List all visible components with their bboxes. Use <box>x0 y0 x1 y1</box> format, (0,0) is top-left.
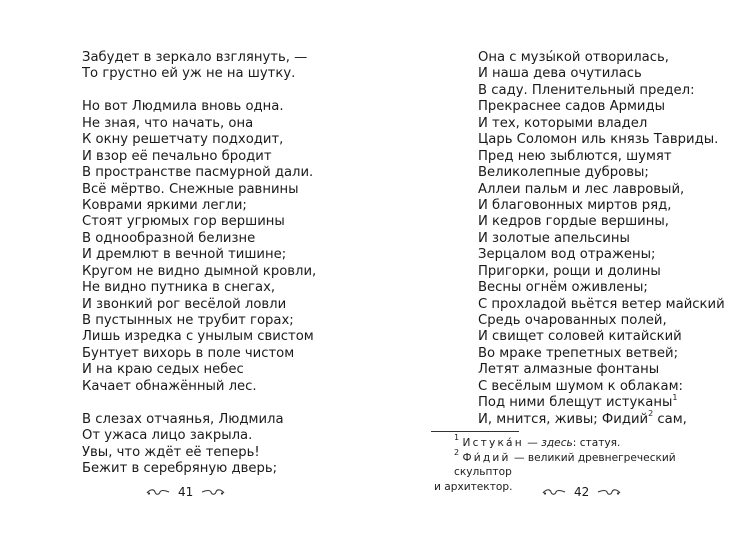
verse-line: Не зная, что начать, она <box>82 115 254 131</box>
verse-line: В однообразной белизне <box>82 230 256 246</box>
footnote-divider <box>431 431 519 432</box>
verse-text: Под ними блещут истуканы <box>478 395 673 411</box>
footnote-ref-2[interactable]: 2 <box>648 409 654 419</box>
verse-line: И дремлют в вечной тишине; <box>82 247 287 263</box>
verse-line: С прохладой вьётся ветер майский <box>478 296 725 312</box>
scroll-flourish-icon <box>542 488 566 496</box>
right-page <box>375 0 750 550</box>
verse-line: Средь очарованных полей, <box>478 313 667 328</box>
verse-line: Качает обнажённый лес. <box>82 378 257 394</box>
page-number: 41 <box>178 485 194 499</box>
verse-text: И, мнится, живы; Фидий <box>478 411 649 427</box>
verse-line: Аллеи пальм и лес лавровый, <box>478 181 685 197</box>
verse-line-footnoted <box>478 392 725 411</box>
verse-line: И благовонных миртов ряд, <box>478 197 672 213</box>
verse-line: Кругом не видно дымной кровли, <box>82 263 317 279</box>
verse-line: Великолепные дубровы; <box>478 165 649 181</box>
footnote-text: — великий древнегреческий скульптор <box>454 451 676 479</box>
verse-line: И на краю седых небес <box>82 362 244 378</box>
stanza-gap <box>82 395 316 411</box>
footnote-term: Истука́н <box>462 437 524 449</box>
verse-line: Коврами яркими легли; <box>82 197 247 213</box>
footnote-term: Фи́дий <box>462 451 511 464</box>
poem-text-right <box>478 50 725 428</box>
verse-line: И свищет соловей китайский <box>478 329 682 345</box>
verse-line-footnoted <box>478 409 725 428</box>
verse-line: Всё мёртво. Снежные равнины <box>82 181 299 197</box>
footnote-1: $^1$ Истука́н — здесь: статуя. <box>454 433 621 449</box>
verse-line: Стоят угрюмых гор вершины <box>82 214 285 230</box>
verse-line: Не видно путника в снегах, <box>82 280 276 296</box>
verse-line: Она с музы́кой отворилась, <box>478 50 669 65</box>
verse-line: Забудет в зеркало взглянуть, — <box>82 50 308 65</box>
verse-line: В слезах отчаянья, Людмила <box>82 411 284 427</box>
stanza-gap <box>82 83 316 99</box>
verse-line: Бежит в серебряную дверь; <box>82 460 278 476</box>
footnote-mark: 1 <box>454 433 460 443</box>
page-number: 42 <box>574 485 590 499</box>
verse-line: В пространстве пасмурной дали. <box>82 165 314 181</box>
footnote-2 <box>434 448 734 480</box>
page-number-right <box>542 485 621 499</box>
verse-line: В пустынных не трубит горах; <box>82 313 294 328</box>
verse-line: Увы, что ждёт её теперь! <box>82 444 260 460</box>
verse-line: От ужаса лицо закрыла. <box>82 428 253 444</box>
verse-line: Зерцалом вод отражены; <box>478 247 656 263</box>
verse-line: И золотые апельсины <box>478 230 630 246</box>
footnote-mark: 2 <box>454 448 460 458</box>
verse-line: Весны огнём оживлены; <box>478 280 648 296</box>
verse-line: Лишь изредка с унылым свистом <box>82 329 314 345</box>
verse-line: То грустно ей уж не на шутку. <box>82 66 296 82</box>
verse-line: Во мраке трепетных ветвей; <box>478 345 679 361</box>
verse-line: Прекраснее садов Армиды <box>478 99 666 115</box>
verse-line: И наша дева очутилась <box>478 66 642 82</box>
verse-line: И кедров гордые вершины, <box>478 214 669 230</box>
verse-line: Пригорки, рощи и долины <box>478 263 661 279</box>
verse-text: сам, <box>653 411 687 427</box>
verse-line: Но вот Людмила вновь одна. <box>82 99 284 115</box>
verse-line: Пред нею зыблются, шумят <box>478 148 672 164</box>
verse-line: Летят алмазные фонтаны <box>478 362 660 378</box>
footnote-2-continuation: и архитектор. <box>434 480 513 493</box>
verse-line: С весёлым шумом к облакам: <box>478 378 683 394</box>
verse-line: Царь Соломон иль князь Тавриды. <box>478 132 719 148</box>
scroll-flourish-icon <box>597 488 621 496</box>
verse-line: В саду. Пленительный предел: <box>478 82 695 98</box>
scroll-flourish-icon <box>201 488 225 496</box>
scroll-flourish-icon <box>146 488 170 496</box>
page-number-left <box>146 485 225 499</box>
verse-line: И тех, которыми владел <box>478 115 648 131</box>
verse-line: К окну решетчату подходит, <box>82 132 284 148</box>
verse-line: Бунтует вихорь в поле чистом <box>82 345 295 361</box>
verse-line: И звонкий рог весёлой ловли <box>82 296 287 312</box>
poem-text-left <box>82 50 316 477</box>
footnote-text: : статуя. <box>572 437 621 449</box>
footnote-ref-1[interactable]: 1 <box>672 392 678 402</box>
footnote-label: здесь <box>541 437 573 449</box>
verse-line: И взор её печально бродит <box>82 148 272 164</box>
